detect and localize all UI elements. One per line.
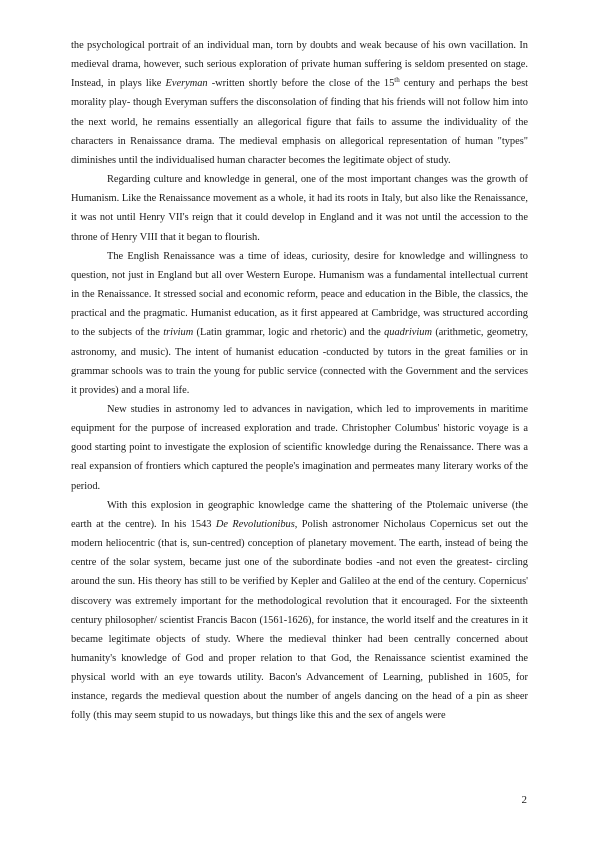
- paragraph-3: [71, 247, 528, 400]
- paragraph-5-text-b: , Polish astronomer Nicholaus Copernicus set out the modern heliocentric (that is, sun-centred) conception of planetary movement. The earth, instead of being the centre of the solar system, became just one of the subordinate bodies -and not even the greatest- circling around the sun. His theory has still to be verified by Kepler and Galileo at the end of the century. Copernicus' discovery was extremely important for the methodological revolution that it encouraged. For the sixteenth century philosopher/ scientist Francis Bacon (1561-1626), for instance, the world itself and the creatures in it became legitimate objects of study. Where the medieval thinker had been centrally concerned about humanity's knowledge of God and proper relation to that God, the Renaissance scientist examined the physical world with an eye towards utility. Bacon's Advancement of Learning, published in 1605, for instance, regards the medieval question about the number of angels dancing on the head of a pin as sheer folly (this may seem stupid to us nowadays, but things like this and the sex of angels were: [71, 518, 528, 722]
- paragraph-3-text-c: (arithmetic, geometry, astronomy, and music). The intent of humanist education -conducted by tutors in the great families or in grammar schools was to train the young for public service (connected with the Government and the services it provides) and a moral life.: [71, 327, 528, 396]
- title-everyman: Everyman: [165, 78, 208, 90]
- page-number: 2: [521, 794, 527, 806]
- paragraph-5-text-a: With this explosion in geographic knowledge came the shattering of the Ptolemaic universe (the earth at the centre). In his 1543: [71, 499, 528, 530]
- paragraph-3-text-a: The English Renaissance was a time of ideas, curiosity, desire for knowledge and willingness to question, not just in England but all over Western Europe. Humanism was a fundamental intellectual current in the Renaissance. It stressed social and economic reform, peace and education in the Bible, the classics, the practical and the pragmatic. Humanist education, as it first appeared at Cambridge, was structured according to the subjects of the: [71, 250, 528, 339]
- paragraph-1: [71, 36, 528, 170]
- term-quadrivium: quadrivium: [384, 327, 433, 339]
- title-de-revolutionibus: De Revolutionibus: [215, 518, 295, 530]
- paragraph-4: New studies in astronomy led to advances in navigation, which led to improvements in maritime equipment for the purpose of increased exploration and trade. Christopher Columbus' historic voyage is a good starting point to investigate the explosion of scientific knowledge during the Renaissance. There was a real expansion of frontiers which captured the people's imagination and permeates many literary works of the period.: [71, 403, 528, 492]
- paragraph-5: [71, 496, 528, 726]
- document-page: [71, 36, 528, 726]
- term-trivium: trivium: [163, 327, 194, 339]
- paragraph-1-text-a: the psychological portrait of an individual man, torn by doubts and weak because of his own vacillation. In medieval drama, however, such serious exploration of private human suffering is seldom presented on stage. Instead, in plays like: [71, 40, 528, 90]
- paragraph-3-text-b: (Latin grammar, logic and rhetoric) and the: [193, 327, 385, 339]
- paragraph-1-text-c: century and perhaps the best morality play- though Everyman suffers the disconsolation of finding that his friends will not follow him into the next world, he remains essentially an allegorical figure that fails to assume the individuality of the characters in Renaissance drama. The medieval emphasis on allegorical representation of human "types" diminishes until the individualised human character becomes the legitimate object of study.: [71, 78, 528, 166]
- ordinal-suffix: th: [394, 76, 400, 85]
- paragraph-1-text-b: -written shortly before the close of the 15: [207, 78, 395, 90]
- paragraph-2: Regarding culture and knowledge in general, one of the most important changes was the growth of Humanism. Like the Renaissance movement as a whole, it had its roots in Italy, but also like the Renaissance, it was not until Henry VII's reign that it could develop in England and it was not until the accession to the throne of Henry VIII that it began to flourish.: [71, 174, 528, 243]
